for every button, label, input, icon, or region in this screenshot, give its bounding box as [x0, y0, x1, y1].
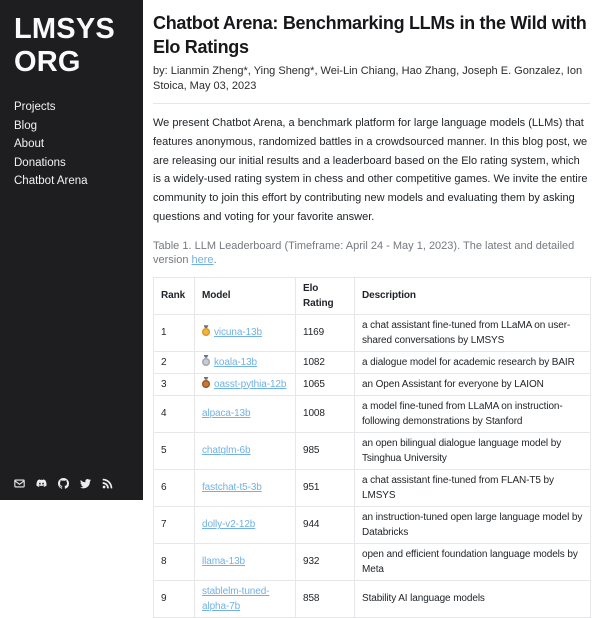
- model-link[interactable]: vicuna-13b: [214, 327, 262, 339]
- sidebar-item-chatbot-arena[interactable]: Chatbot Arena: [14, 175, 88, 187]
- description-cell: a chat assistant fine-tuned from FLAN-T5 by LMSYS: [355, 469, 591, 506]
- table-row: [154, 506, 591, 543]
- model-link[interactable]: llama-13b: [202, 556, 246, 568]
- social-links: [14, 478, 113, 489]
- description-cell: an open bilingual dialogue language model by Tsinghua University: [355, 432, 591, 469]
- col-header-elo-rating: Elo Rating: [296, 277, 355, 314]
- sidebar-item-about[interactable]: About: [14, 138, 45, 150]
- discord-icon[interactable]: [36, 478, 47, 489]
- rank-cell: 7: [154, 506, 195, 543]
- logo-line-1: LMSYS: [14, 13, 115, 45]
- description-cell: a model fine-tuned from LLaMA on instruction-following demonstrations by Stanford: [355, 395, 591, 432]
- elo-cell: 985: [296, 432, 355, 469]
- model-cell: [195, 543, 296, 580]
- table-row: [154, 395, 591, 432]
- github-icon[interactable]: [58, 478, 69, 489]
- sidebar-nav: [14, 98, 129, 191]
- sidebar-item-donations[interactable]: Donations: [14, 156, 66, 169]
- table-row: [154, 580, 591, 617]
- model-cell: [195, 506, 296, 543]
- description-cell: a chat assistant fine-tuned from LLaMA on user-shared conversations by LMSYS: [355, 314, 591, 351]
- table-row: [154, 432, 591, 469]
- elo-cell: 944: [296, 506, 355, 543]
- model-cell: [195, 432, 296, 469]
- model-cell: [195, 373, 296, 395]
- rank-cell: 1: [154, 314, 195, 351]
- rank-cell: 9: [154, 580, 195, 617]
- elo-cell: 1169: [296, 314, 355, 351]
- rank-cell: 2: [154, 351, 195, 373]
- model-link[interactable]: dolly-v2-12b: [202, 519, 256, 531]
- model-link[interactable]: oasst-pythia-12b: [214, 378, 287, 390]
- table-row: [154, 351, 591, 373]
- description-cell: Stability AI language models: [355, 580, 591, 617]
- intro-paragraph: We present Chatbot Arena, a benchmark platform for large language models (LLMs) that features anonymous, randomized battles in a crowdsourced manner. In this blog post, we are releasing our initial results and a leaderboard based on the Elo rating system, which is a widely-used rating system in chess and other competitive games. We invite the entire community to join this effort by contributing new models and evaluating them by asking questions and voting for your favorite answer.: [153, 117, 588, 223]
- col-header-model: Model: [195, 277, 296, 314]
- elo-cell: 932: [296, 543, 355, 580]
- elo-cell: 1008: [296, 395, 355, 432]
- table-row: [154, 469, 591, 506]
- rank-cell: 3: [154, 373, 195, 395]
- caption-text: Table 1. LLM Leaderboard (Timeframe: April 24 - May 1, 2023). The latest and detailed version: [153, 239, 575, 266]
- divider: [153, 103, 590, 104]
- elo-cell: 1082: [296, 351, 355, 373]
- rss-icon[interactable]: [102, 478, 113, 489]
- description-cell: a dialogue model for academic research by BAIR: [355, 351, 591, 373]
- table-header-row: [154, 277, 591, 314]
- table-row: [154, 543, 591, 580]
- sidebar-item-projects[interactable]: Projects: [14, 101, 56, 113]
- table-row: [154, 314, 591, 351]
- model-link[interactable]: alpaca-13b: [202, 408, 251, 420]
- gold-medal-icon: [202, 328, 210, 336]
- elo-cell: 858: [296, 580, 355, 617]
- rank-cell: 5: [154, 432, 195, 469]
- logo-line-2: ORG: [14, 46, 81, 78]
- site-logo[interactable]: [14, 13, 129, 79]
- model-link[interactable]: fastchat-t5-3b: [202, 482, 262, 494]
- caption-suffix: .: [213, 253, 217, 266]
- model-cell: [195, 314, 296, 351]
- elo-cell: 1065: [296, 373, 355, 395]
- silver-medal-icon: [202, 358, 210, 366]
- model-cell: [195, 395, 296, 432]
- sidebar-item-blog[interactable]: Blog: [14, 119, 38, 132]
- rank-cell: 6: [154, 469, 195, 506]
- model-link[interactable]: koala-13b: [214, 356, 258, 368]
- byline: by: Lianmin Zheng*, Ying Sheng*, Wei-Lin Chiang, Hao Zhang, Joseph E. Gonzalez, Ion Stoica, May 03, 2023: [153, 65, 583, 92]
- description-cell: open and efficient foundation language models by Meta: [355, 543, 591, 580]
- page-title: Chatbot Arena: Benchmarking LLMs in the Wild with Elo Ratings: [153, 13, 587, 57]
- model-cell: [195, 351, 296, 373]
- rank-cell: 4: [154, 395, 195, 432]
- model-link[interactable]: chatglm-6b: [202, 445, 251, 457]
- model-cell: [195, 469, 296, 506]
- rank-cell: 8: [154, 543, 195, 580]
- table-row: [154, 373, 591, 395]
- model-cell: [195, 580, 296, 617]
- table-caption: [153, 239, 590, 267]
- col-header-rank: Rank: [154, 277, 195, 314]
- leaderboard-table: [153, 277, 591, 618]
- twitter-icon[interactable]: [80, 478, 91, 489]
- col-header-description: Description: [355, 277, 591, 314]
- bronze-medal-icon: [202, 380, 210, 388]
- description-cell: an instruction-tuned open large language model by Databricks: [355, 506, 591, 543]
- main-content: [153, 0, 590, 618]
- sidebar: [0, 0, 143, 500]
- description-cell: an Open Assistant for everyone by LAION: [355, 373, 591, 395]
- model-link[interactable]: stablelm-tuned-alpha-7b: [202, 585, 270, 612]
- email-icon[interactable]: [14, 478, 25, 489]
- leaderboard-here-link[interactable]: here: [191, 253, 214, 266]
- elo-cell: 951: [296, 469, 355, 506]
